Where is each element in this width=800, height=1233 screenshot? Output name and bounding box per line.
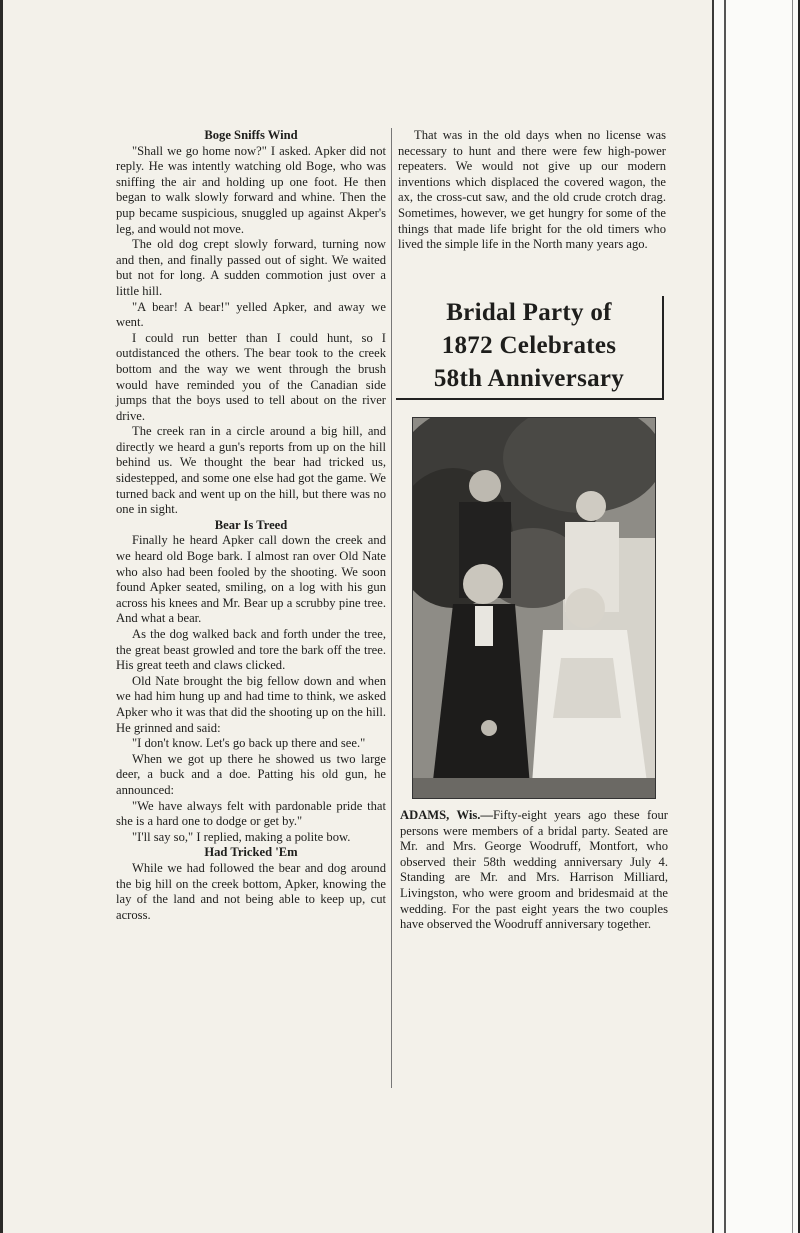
- margin-rule: [792, 0, 793, 1233]
- right-column: [398, 128, 666, 253]
- article-paragraph: I could run better than I could hunt, so I outdistanced the others. The bear took to the creek bottom and the way we went through the brush would have reminded you of the Canadian side jumps that the boys used to tell about on the river drive.: [116, 330, 386, 423]
- subhead-bear-is-treed: Bear Is Treed: [214, 517, 288, 532]
- photo-caption: [400, 808, 668, 933]
- article-paragraph: Old Nate brought the big fellow down and when we had him hung up and had time to think, we asked Apker who it was that did the shooting up on the hill. He grinned and said:: [116, 673, 386, 735]
- article-paragraph: "We have always felt with pardonable pride that she is a hard one to dodge or get by.": [116, 798, 386, 829]
- headline-line-1: Bridal Party of: [446, 299, 612, 326]
- column-divider: [391, 128, 392, 1088]
- headline-box: [396, 296, 664, 400]
- article-paragraph: Finally he heard Apker call down the creek and we heard old Boge bark. I almost ran over Old Nate who also had been fooled by the shooting. We soon found Apker seated, smiling, on a log with his gun across his knees and Mr. Bear up a scrubby pine tree. And what a bear.: [116, 533, 386, 626]
- article-paragraph: That was in the old days when no license was necessary to hunt and there were few high-power repeaters. We would not give up our modern inventions which displaced the covered wagon, the ax, the cross-cut saw, and the old crude crotch drag. Sometimes, however, we get hungry for some of the things that made life bright for the old timers who lived the simple life in the North many years ago.: [398, 128, 666, 252]
- bridal-party-photo: [412, 417, 656, 799]
- subhead-had-tricked-em: Had Tricked 'Em: [204, 845, 298, 860]
- article-paragraph: "I'll say so," I replied, making a polite bow.: [132, 829, 351, 844]
- caption-text: Fifty-eight years ago these four persons were members of a bridal party. Seated are Mr. and Mrs. George Woodruff, Montfort, who observed their 58th wedding anniversary July 4. Standing are Mr. and Mrs. Harrison Milliard, Livingston, who were groom and bridesmaid at the wedding. For the past eight years the two couples have observed the Woodruff anniversary together.: [400, 808, 668, 932]
- left-column: [116, 128, 386, 923]
- headline-line-2: 1872 Celebrates: [441, 332, 617, 359]
- page-left-edge: [0, 0, 3, 1233]
- margin-rule: [724, 0, 726, 1233]
- article-paragraph: "I don't know. Let's go back up there and see.": [132, 736, 366, 751]
- page-right-margin: [712, 0, 800, 1233]
- article-paragraph: The old dog crept slowly forward, turning now and then, and finally passed out of sight. We waited but not for long. A sudden commotion just over a little hill.: [116, 237, 386, 298]
- article-paragraph: When we got up there he showed us two large deer, a buck and a doe. Patting his old gun, he announced:: [116, 751, 386, 797]
- photo-illustration: [413, 418, 655, 798]
- headline-line-3: 58th Anniversary: [433, 365, 625, 392]
- caption-dateline: ADAMS, Wis.—: [400, 808, 493, 822]
- article-paragraph: While we had followed the bear and dog around the big hill on the creek bottom, Apker, knowing the lay of the land and not being able to keep up, cut across.: [116, 860, 386, 922]
- article-paragraph: "Shall we go home now?" I asked. Apker did not reply. He was intently watching old Boge, who was sniffing the air and holding up one foot. He then began to walk slowly forward and whine. Then the pup became suspicious, snuggled up against Akper's leg, and would not move.: [116, 143, 386, 236]
- article-paragraph: "A bear! A bear!" yelled Apker, and away we went.: [116, 299, 386, 330]
- article-paragraph: As the dog walked back and forth under the tree, the great beast growled and tore the bark off the tree. His great teeth and claws clicked.: [116, 627, 386, 673]
- article-paragraph: The creek ran in a circle around a big hill, and directly we heard a gun's reports from up on the hill behind us. We thought the bear had tricked us, sidestepped, and some one else had got the game. We turned back and went up on the hill, but there was no one in sight.: [116, 424, 386, 517]
- subhead-boge-sniffs-wind: Boge Sniffs Wind: [204, 128, 298, 142]
